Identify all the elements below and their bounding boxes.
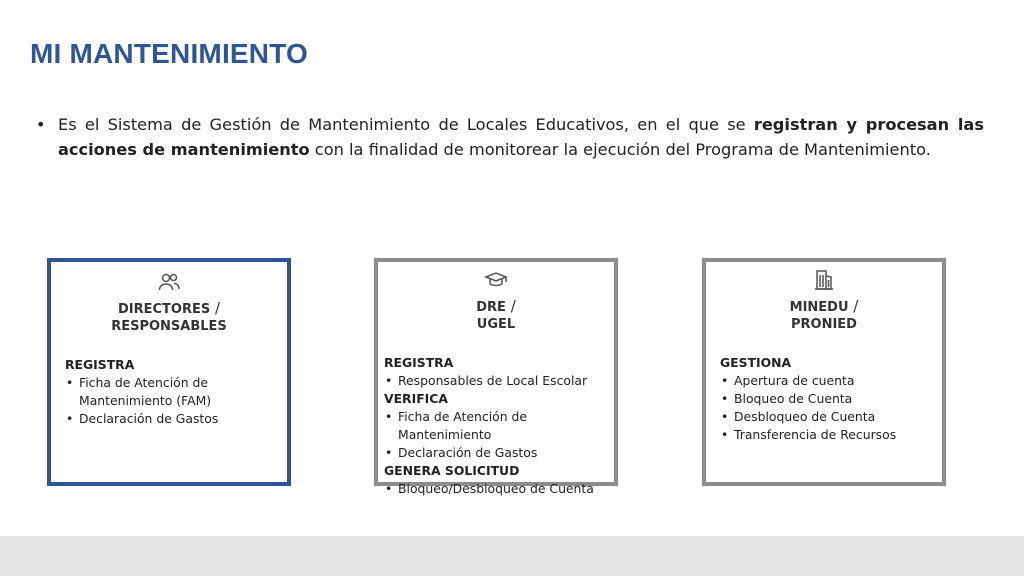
section-label: GENERA SOLICITUD bbox=[384, 463, 520, 478]
card-heading-line1: MINEDU bbox=[789, 300, 849, 315]
card-heading bbox=[706, 298, 942, 333]
list-item: • Responsables de Local Escolar bbox=[384, 372, 610, 390]
item-list bbox=[720, 372, 938, 444]
list-item: • Ficha de Atención de Mantenimiento (FAM) bbox=[65, 374, 229, 410]
bullet-icon: • bbox=[36, 115, 46, 134]
card-minedu-pronied bbox=[702, 258, 946, 486]
card-body bbox=[720, 354, 938, 444]
list-item: • Declaración de Gastos bbox=[65, 410, 283, 428]
card-body bbox=[384, 354, 610, 498]
list-item: • Apertura de cuenta bbox=[720, 372, 938, 390]
card-heading-line1: DIRECTORES bbox=[117, 302, 211, 317]
card-heading-line2: PRONIED bbox=[791, 317, 857, 332]
list-item: • Desbloqueo de Cuenta bbox=[720, 408, 938, 426]
building-icon bbox=[812, 268, 836, 292]
list-item: • Bloqueo/Desbloqueo de Cuenta bbox=[384, 480, 610, 498]
people-icon bbox=[157, 270, 181, 294]
item-list bbox=[384, 480, 610, 498]
card-heading bbox=[51, 300, 287, 335]
card-heading-separator: / bbox=[848, 297, 859, 315]
section-label: VERIFICA bbox=[384, 391, 448, 406]
section-label: GESTIONA bbox=[720, 355, 792, 370]
card-heading-line2: RESPONSABLES bbox=[111, 319, 227, 334]
page-title: MI MANTENIMIENTO bbox=[30, 38, 309, 69]
footer-bar bbox=[0, 536, 1024, 576]
card-heading-separator: / bbox=[210, 299, 221, 317]
card-heading bbox=[378, 298, 614, 333]
card-directores bbox=[47, 258, 291, 486]
list-item: • Bloqueo de Cuenta bbox=[720, 390, 938, 408]
card-heading-separator: / bbox=[505, 297, 516, 315]
card-dre-ugel bbox=[374, 258, 618, 496]
intro-text-1: Es el Sistema de Gestión de Mantenimiento de Locales Educativos, en el que se bbox=[58, 115, 754, 134]
graduation-cap-icon bbox=[484, 268, 508, 292]
list-item: • Transferencia de Recursos bbox=[720, 426, 938, 444]
section-label: REGISTRA bbox=[384, 355, 454, 370]
intro-text-2: con la finalidad de monitorear la ejecución del Programa de Mantenimiento. bbox=[309, 140, 931, 159]
card-body bbox=[65, 356, 283, 428]
card-heading-line1: DRE bbox=[476, 300, 506, 315]
card-heading-line2: UGEL bbox=[476, 317, 516, 332]
intro-bold-text: registran y procesan las acciones de mantenimiento bbox=[58, 115, 984, 159]
item-list bbox=[384, 372, 610, 390]
item-list bbox=[65, 374, 283, 428]
list-item: • Declaración de Gastos bbox=[384, 444, 610, 462]
item-list bbox=[384, 408, 610, 462]
list-item: • Ficha de Atención de Mantenimiento bbox=[384, 408, 610, 444]
section-label: REGISTRA bbox=[65, 357, 135, 372]
intro-paragraph bbox=[36, 112, 984, 162]
